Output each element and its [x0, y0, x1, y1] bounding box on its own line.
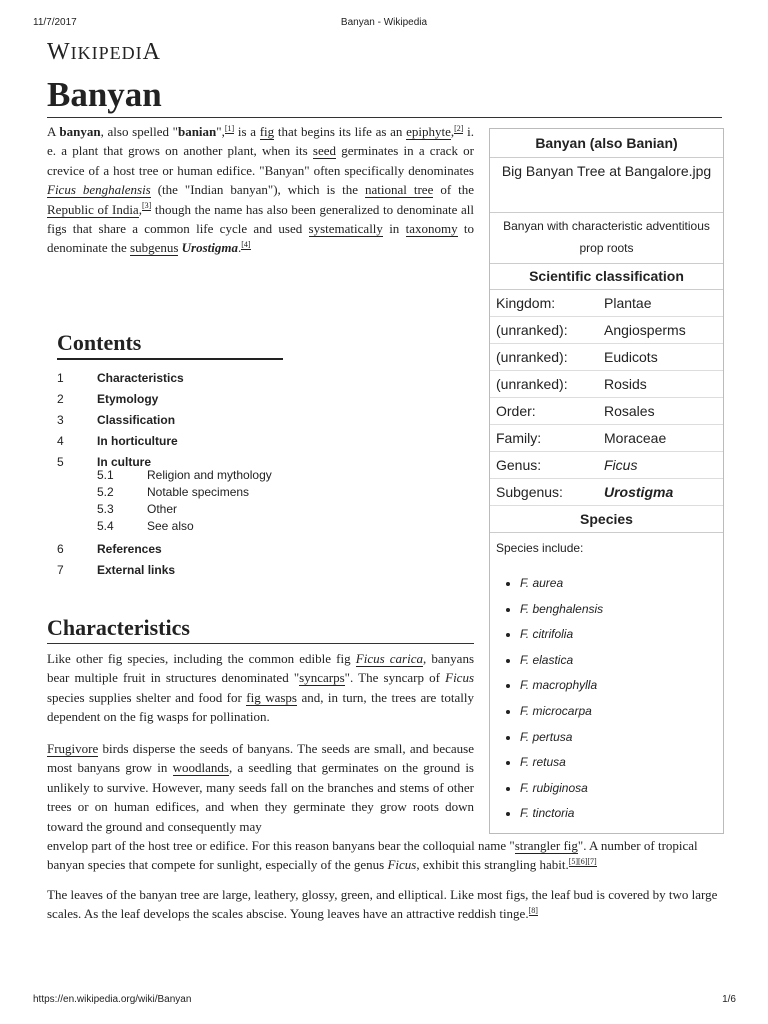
infobox — [489, 128, 724, 834]
toc-item[interactable]: 2 Etymology — [57, 392, 159, 406]
intro-paragraph: A banyan, also spelled "banian",[1] is a fig that begins its life as an epiphyte,[2] i. e. a plant that grows on another plant, when its seed germinates in a crack or crevice of a host tree or human edifice. "Banyan" often specifically denominates Ficus benghalensis (the "Indian banyan"), which is the national tree of the Republic of India,[3] though the name has also been generalized to denominate all figs that share a common life cycle and used systematically in taxonomy to denominate the subgenus Urostigma.[4] — [47, 123, 475, 256]
infobox-row: Order: Rosales — [490, 398, 723, 425]
bold-term: banian — [177, 124, 217, 139]
ref-link[interactable]: [4] — [241, 240, 251, 250]
link-systematically[interactable]: systematically — [308, 221, 383, 237]
link-taxonomy[interactable]: taxonomy — [405, 221, 458, 237]
logo-smallcaps: IKIPEDI — [70, 43, 143, 63]
section-divider — [47, 643, 474, 644]
page-number: 1/6 — [722, 994, 736, 1005]
species-item[interactable]: • F. macrophylla — [520, 673, 723, 699]
bold-term: banyan — [59, 124, 101, 139]
body-paragraph: Like other fig species, including the common edible fig Ficus carica, banyans bear multiple fruit in structures denominated "syncarps". The syncarp of Ficus species supplies shelter and food for fig wasps and, in turn, the trees are totally dependent on the fig wasps for pollination. — [47, 651, 475, 725]
infobox-sci-heading: Scientific classification — [490, 264, 723, 290]
toc-item[interactable]: 5 In culture — [57, 455, 152, 469]
species-item[interactable]: • F. elastica — [520, 648, 723, 674]
ref-link[interactable]: [2] — [454, 123, 464, 133]
species-item[interactable]: • F. benghalensis — [520, 597, 723, 623]
species-item[interactable]: • F. pertusa — [520, 725, 723, 751]
infobox-image-alt[interactable]: Big Banyan Tree at Bangalore.jpg — [490, 158, 723, 213]
species-item[interactable]: • F. aurea — [520, 571, 723, 597]
link-republic-of-india[interactable]: Republic of India — [47, 201, 139, 217]
species-item[interactable]: • F. microcarpa — [520, 699, 723, 725]
print-date: 11/7/2017 — [33, 17, 77, 28]
link-national-tree[interactable]: national tree — [365, 182, 434, 198]
species-item[interactable]: • F. citrifolia — [520, 622, 723, 648]
logo-letter: A — [142, 39, 161, 65]
infobox-row: Kingdom: Plantae — [490, 290, 723, 317]
infobox-row: Subgenus: Urostigma — [490, 479, 723, 506]
link-frugivore[interactable]: Frugivore — [47, 741, 99, 756]
infobox-row: (unranked): Rosids — [490, 371, 723, 398]
wikipedia-logo[interactable] — [47, 39, 161, 66]
toc-item[interactable]: 1 Characteristics — [57, 371, 184, 385]
link-epiphyte[interactable]: epiphyte — [406, 124, 451, 139]
print-url[interactable]: https://en.wikipedia.org/wiki/Banyan — [33, 994, 192, 1005]
link-woodlands[interactable]: woodlands — [172, 760, 229, 776]
body-paragraph-continued: envelop part of the host tree or edifice. For this reason banyans bear the colloquial name "strangler fig". A number of tropical banyan species that compete for sunlight, especially of the genus Ficus, exhibit this strangling habit.[5][6][7] — [47, 838, 698, 873]
link-fig[interactable]: fig — [259, 124, 275, 139]
toc-divider — [57, 358, 283, 360]
link-ficus-benghalensis[interactable]: Ficus benghalensis — [47, 182, 151, 198]
toc-item[interactable]: 7 External links — [57, 563, 176, 577]
page-title: Banyan — [47, 75, 162, 114]
link-ficus-carica[interactable]: Ficus carica — [355, 651, 424, 666]
table-of-contents — [57, 328, 283, 581]
logo-letter: W — [47, 39, 71, 65]
link-strangler-fig[interactable]: strangler fig — [514, 838, 578, 853]
infobox-row: (unranked): Angiosperms — [490, 317, 723, 344]
toc-subitem[interactable]: 5.1 Religion and mythology — [97, 468, 272, 482]
infobox-row: Family: Moraceae — [490, 425, 723, 452]
toc-item[interactable]: 3 Classification — [57, 413, 176, 427]
link-subgenus[interactable]: subgenus — [130, 240, 179, 256]
toc-subitem[interactable]: 5.3 Other — [97, 502, 178, 516]
species-item[interactable]: • F. tinctoria — [520, 801, 723, 827]
link-seed[interactable]: seed — [312, 143, 337, 159]
infobox-species-heading: Species — [490, 506, 723, 533]
toc-title: Contents — [57, 330, 142, 355]
ref-link[interactable]: [5][6][7] — [568, 857, 597, 867]
species-item[interactable]: • F. retusa — [520, 750, 723, 776]
species-item[interactable]: • F. rubiginosa — [520, 776, 723, 802]
infobox-title: Banyan (also Banian) — [490, 129, 723, 158]
print-title: Banyan - Wikipedia — [340, 17, 428, 28]
body-paragraph: The leaves of the banyan tree are large, leathery, glossy, green, and elliptical. Like most figs, the leaf bud is covered by two large scales. As the leaf develops the scales abscise. Young leaves have an attractive reddish tinge.[8] — [47, 887, 718, 922]
title-divider — [47, 117, 722, 118]
toc-item[interactable]: 4 In horticulture — [57, 434, 178, 448]
ref-link[interactable]: [8] — [528, 906, 538, 916]
infobox-row: Genus: Ficus — [490, 452, 723, 479]
infobox-species-intro: Species include: — [496, 541, 584, 555]
ref-link[interactable]: [1] — [224, 123, 235, 133]
toc-subitem[interactable]: 5.4 See also — [97, 519, 194, 533]
bold-italic-term: Urostigma — [181, 240, 239, 256]
body-paragraph: Frugivore birds disperse the seeds of banyans. The seeds are small, and because most banyans grow in woodlands, a seedling that germinates on the ground is unlikely to survive. However, many seeds fall on the branches and stems of other trees or on human edifices, and when they germinate they grow roots down toward the ground and consequently may — [47, 741, 474, 834]
link-syncarps[interactable]: syncarps — [299, 670, 345, 686]
species-list — [490, 563, 723, 833]
ref-link[interactable]: [3] — [141, 201, 152, 211]
toc-subitem[interactable]: 5.2 Notable specimens — [97, 485, 250, 499]
toc-item[interactable]: 6 References — [57, 542, 162, 556]
link-fig-wasps[interactable]: fig wasps — [246, 689, 297, 705]
section-heading: Characteristics — [47, 615, 190, 640]
infobox-row: (unranked): Eudicots — [490, 344, 723, 371]
infobox-caption: Banyan with characteristic adventitious prop roots — [490, 213, 723, 264]
